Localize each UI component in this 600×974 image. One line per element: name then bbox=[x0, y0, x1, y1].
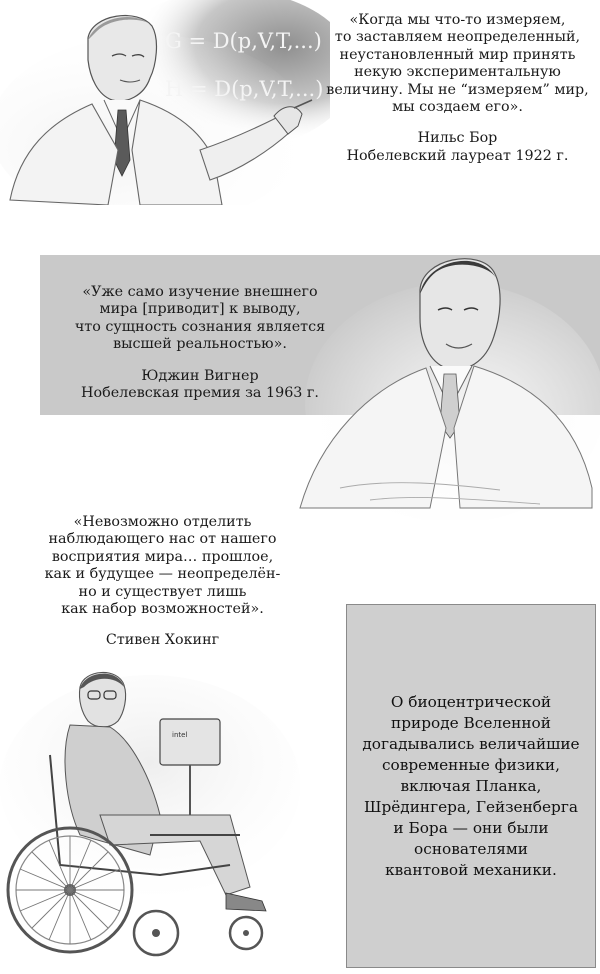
bohr-title: Нобелевский лауреат 1922 г. bbox=[346, 147, 569, 164]
hawking-quote-text: «Невозможно отделить наблюдающего нас от нашего восприятия мира… прошлое, как и будущее — неопределён- но и существует лишь как набор возможностей». bbox=[44, 514, 281, 618]
bohr-portrait-sketch bbox=[0, 0, 330, 205]
device-brand-label: intel bbox=[172, 731, 188, 739]
bohr-name: Нильс Бор bbox=[417, 130, 498, 147]
hawking-name: Стивен Хокинг bbox=[105, 632, 220, 649]
hawking-quote-block bbox=[0, 514, 325, 650]
blackboard-formula-1: G = D(p,V,T,...) bbox=[165, 29, 322, 53]
bohr-quote-block bbox=[320, 12, 595, 165]
biocentrism-note-text: О биоцентрической природе Вселенной догадывались величайшие современные физики, включая Планка, Шрёдингера, Гейзенберга и Бора — они были основателями квантовой механики. bbox=[362, 692, 580, 879]
wigner-quote-text: «Уже само изучение внешнего мира [приводит] к выводу, что сущность сознания является высшей реальностью». bbox=[74, 284, 326, 353]
biocentrism-note-box bbox=[346, 604, 596, 968]
blackboard-formula-2: H = D(p,V,T,...) bbox=[165, 77, 324, 101]
wigner-name: Юджин Вигнер bbox=[141, 367, 259, 384]
bohr-quote-text: «Когда мы что-то измеряем, то заставляем неопределенный, неустановленный мир принять некую экспериментальную величину. Мы не “измеряем” мир, мы создаем его». bbox=[326, 12, 589, 116]
wigner-quote-block bbox=[40, 284, 360, 402]
hawking-wheelchair-sketch bbox=[0, 665, 310, 970]
wigner-title: Нобелевская премия за 1963 г. bbox=[81, 385, 319, 402]
